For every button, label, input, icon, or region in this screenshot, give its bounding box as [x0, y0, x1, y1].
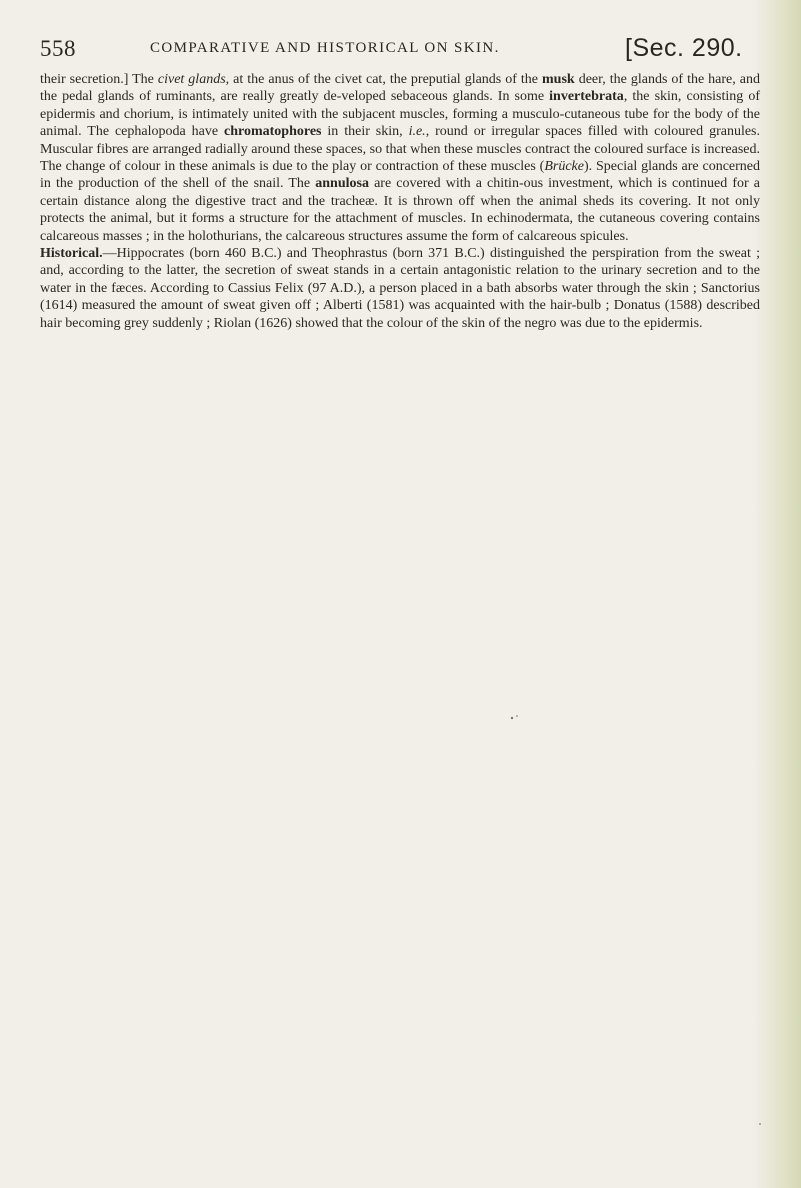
- heading-historical: Historical.: [40, 246, 103, 262]
- term-chromatophores: chromatophores: [224, 124, 322, 140]
- body-text: [40, 71, 760, 332]
- page-number: 558: [40, 36, 76, 61]
- paragraph-historical: Historical.—Hippocrates (born 460 B.C.) and Theophrastus (born 371 B.C.) distinguished the perspiration from the sweat ; and, according to the latter, the secretion of sweat stands in a certain antagonistic relation to the urinary secretion and to the water in the fæces. According to Cassius Felix (97 A.D.), a person placed in a bath absorbs water through the skin ; Sanctorius (1614) measured the amount of sweat given off ; Alberti (1581) was acquainted with the hair-bulb ; Donatus (1588) described hair becoming grey suddenly ; Riolan (1626) showed that the colour of the skin of the negro was due to the epidermis.: [40, 246, 760, 331]
- page-edge-shadow: [753, 0, 801, 1188]
- term-musk: musk: [542, 72, 575, 87]
- term-civet-glands: civet glands: [157, 72, 226, 87]
- term-annulosa: annulosa: [315, 176, 369, 192]
- term-ie: i.e.: [408, 124, 426, 140]
- term-invertebrata: invertebrata: [549, 89, 624, 105]
- paragraph-zoology: their secretion.] The civet glands, at the anus of the civet cat, the preputial glands of the musk deer, the glands of the hare, and the pedal glands of ruminants, are really greatly de-veloped sebaceous glands. In some invertebrata, the skin, consisting of epidermis and chorium, is intimately united with the subjacent muscles, forming a musculo-cutaneous tube for the body of the animal. The cephalopoda have chromatophores in their skin, i.e., round or irregular spaces filled with coloured granules. Muscular fibres are arranged radially around these spaces, so that when these muscles contract the coloured surface is increased. The change of colour in these animals is due to the play or contraction of these muscles (Brücke). Special glands are concerned in the production of the shell of the snail. The annulosa are covered with a chitin-ous investment, which is continued for a certain distance along the digestive tract and the tracheæ. It is thrown off when the animal sheds its covering. It not only protects the animal, but it forms a structure for the attachment of muscles. In echinodermata, the cutaneous covering contains calcareous masses ; in the holothurians, the calcareous structures assume the form of calcareous spicules.: [40, 72, 760, 244]
- citation-brucke: Brücke: [544, 159, 584, 175]
- running-head: COMPARATIVE AND HISTORICAL ON SKIN.: [150, 40, 500, 56]
- page-header: [40, 34, 764, 66]
- section-reference: [Sec. 290.: [625, 34, 743, 62]
